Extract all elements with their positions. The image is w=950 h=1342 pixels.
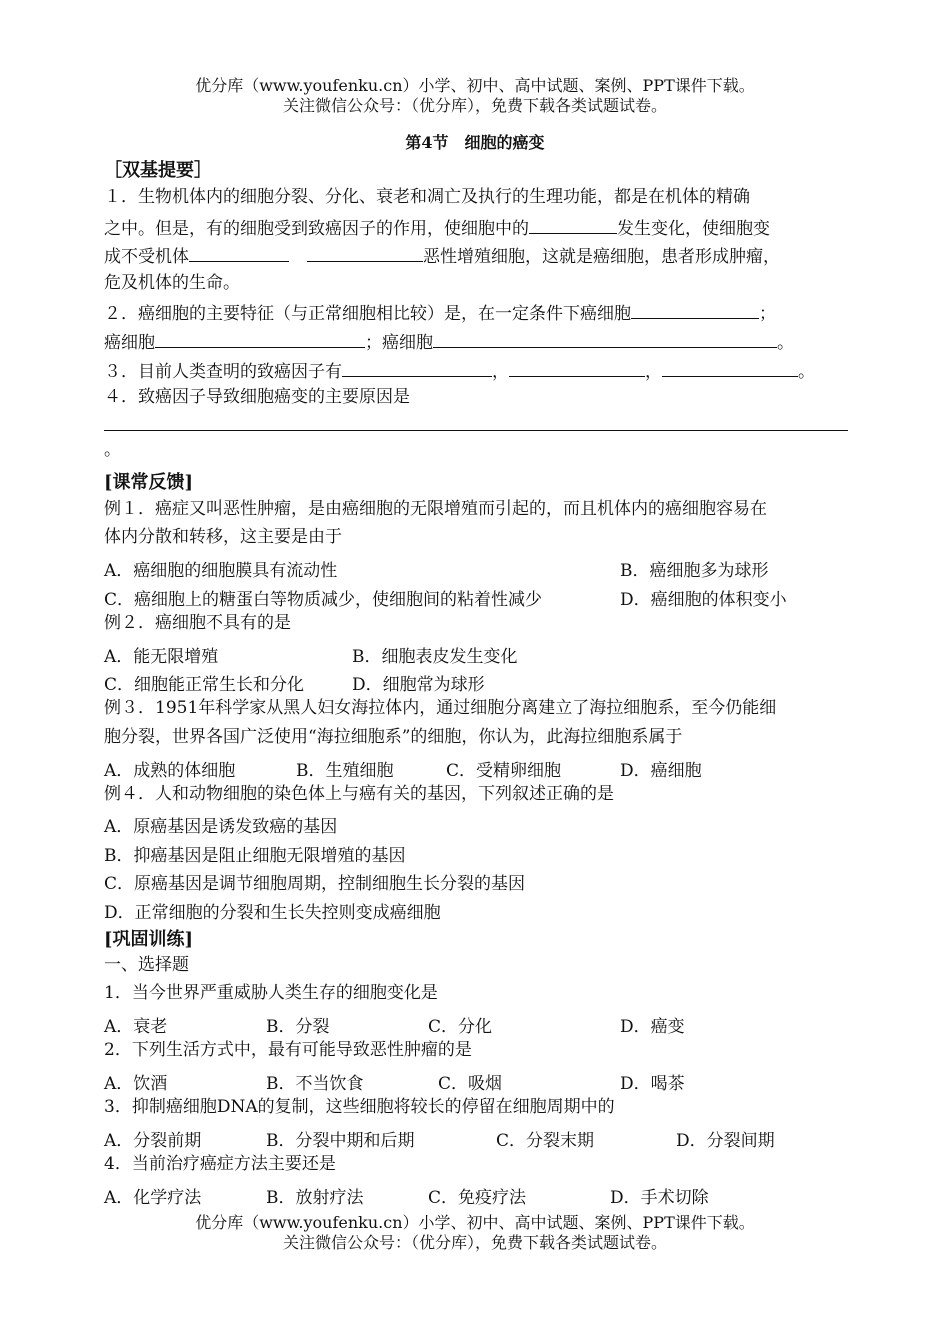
practice-q2-option-d: D．喝茶 — [620, 1074, 685, 1094]
practice-q3-option-c: C．分裂末期 — [496, 1131, 595, 1151]
basics-q2-line-b — [104, 330, 849, 353]
practice-q3-option-d: D．分裂间期 — [676, 1131, 775, 1151]
answer-blank[interactable] — [433, 330, 777, 348]
practice-q3-option-a: A．分裂前期 — [104, 1131, 202, 1151]
example-4-option-b: B．抑癌基因是阻止细胞无限增殖的基因 — [104, 846, 406, 866]
answer-blank[interactable] — [509, 359, 645, 377]
example-1-line-a: 例１．癌症又叫恶性肿瘤，是由癌细胞的无限增殖而引起的，而且机体内的癌细胞容易在 — [104, 499, 767, 519]
basics-q1-line-c — [104, 244, 849, 267]
practice-q3-option-b: B．分裂中期和后期 — [266, 1131, 415, 1151]
practice-q4-option-d: D．手术切除 — [610, 1188, 709, 1208]
example-2-option-b: B．细胞表皮发生变化 — [352, 647, 518, 667]
answer-blank[interactable] — [662, 359, 798, 377]
practice-q1-option-a: A．衰老 — [104, 1017, 168, 1037]
practice-q1-option-d: D．癌变 — [620, 1017, 685, 1037]
q2-text-a2: ； — [759, 304, 776, 324]
practice-q2-option-c: C．吸烟 — [438, 1074, 503, 1094]
basics-q4-end: 。 — [104, 440, 121, 460]
example-1-line-b: 体内分散和转移，这主要是由于 — [104, 527, 342, 547]
practice-q1-option-c: C．分化 — [428, 1017, 493, 1037]
example-1-option-c: C．癌细胞上的糖蛋白等物质减少，使细胞间的粘着性减少 — [104, 590, 543, 610]
section-basics-heading: ［双基提要］ — [104, 160, 212, 181]
example-4-option-c: C．原癌基因是调节细胞周期，控制细胞生长分裂的基因 — [104, 874, 526, 894]
example-3-option-a: A．成熟的体细胞 — [104, 761, 236, 781]
answer-blank[interactable] — [307, 244, 423, 262]
practice-q1: 1．当今世界严重威胁人类生存的细胞变化是 — [104, 983, 438, 1003]
page-title: 第4节 细胞的癌变 — [405, 133, 545, 152]
practice-q2: 2．下列生活方式中，最有可能导致恶性肿瘤的是 — [104, 1040, 472, 1060]
answer-blank[interactable] — [155, 330, 365, 348]
footer-line-1: 优分库（www.youfenku.cn）小学、初中、高中试题、案例、PPT课件下载。 — [195, 1213, 755, 1232]
practice-q4-option-c: C．免疫疗法 — [428, 1188, 527, 1208]
q2-text-b3: 。 — [777, 333, 794, 353]
basics-q2-line-a — [104, 301, 849, 324]
section-feedback-heading: [课常反馈] — [104, 472, 194, 493]
example-3-option-c: C．受精卵细胞 — [446, 761, 562, 781]
answer-blank[interactable] — [342, 359, 492, 377]
example-3-option-d: D．癌细胞 — [620, 761, 702, 781]
basics-q1-line-d: 危及机体的生命。 — [104, 273, 240, 293]
example-2-option-d: D．细胞常为球形 — [352, 675, 485, 695]
example-2-option-a: A．能无限增殖 — [104, 647, 219, 667]
basics-q1-line-a: １．生物机体内的细胞分裂、分化、衰老和凋亡及执行的生理功能，都是在机体的精确 — [104, 187, 750, 207]
example-1-option-a: A．癌细胞的细胞膜具有流动性 — [104, 561, 338, 581]
answer-blank[interactable] — [631, 301, 759, 319]
example-2-option-c: C．细胞能正常生长和分化 — [104, 675, 305, 695]
q3-text: ３．目前人类查明的致癌因子有 — [104, 362, 342, 382]
section-practice-heading: [巩固训练] — [104, 929, 194, 950]
q1-text-b2: 发生变化，使细胞变 — [617, 219, 770, 239]
footer-line-2: 关注微信公众号：（优分库），免费下载各类试题试卷。 — [282, 1233, 667, 1252]
example-1-option-d: D．癌细胞的体积变小 — [620, 590, 787, 610]
example-3-option-b: B．生殖细胞 — [296, 761, 394, 781]
example-4: 例４．人和动物细胞的染色体上与癌有关的基因，下列叙述正确的是 — [104, 784, 614, 804]
example-3-line-a: 例３．1951年科学家从黑人妇女海拉体内，通过细胞分离建立了海拉细胞系，至今仍能细 — [104, 698, 777, 718]
header-line-1: 优分库（www.youfenku.cn）小学、初中、高中试题、案例、PPT课件下载。 — [195, 76, 755, 95]
practice-q2-option-b: B．不当饮食 — [266, 1074, 364, 1094]
practice-q4-option-a: A．化学疗法 — [104, 1188, 202, 1208]
practice-q2-option-a: A．饮酒 — [104, 1074, 168, 1094]
answer-blank[interactable] — [529, 216, 617, 234]
header-line-2: 关注微信公众号：（优分库），免费下载各类试题试卷。 — [282, 96, 667, 115]
q2-text-b2: ；癌细胞 — [365, 333, 433, 353]
q2-text-a1: ２．癌细胞的主要特征（与正常细胞相比较）是，在一定条件下癌细胞 — [104, 304, 631, 324]
example-4-option-d: D．正常细胞的分裂和生长失控则变成癌细胞 — [104, 903, 441, 923]
practice-q3: 3．抑制癌细胞DNA的复制，这些细胞将较长的停留在细胞周期中的 — [104, 1097, 615, 1117]
basics-q3: ３．目前人类查明的致癌因子有 ， ， 。 — [104, 359, 849, 382]
example-3-line-b: 胞分裂，世界各国广泛使用“海拉细胞系”的细胞，你认为，此海拉细胞系属于 — [104, 727, 683, 747]
practice-q4-option-b: B．放射疗法 — [266, 1188, 364, 1208]
example-4-option-a: A．原癌基因是诱发致癌的基因 — [104, 817, 338, 837]
answer-rule[interactable] — [104, 430, 848, 431]
q1-text-c2: 恶性增殖细胞，这就是癌细胞，患者形成肿瘤， — [423, 247, 780, 267]
practice-q4: 4．当前治疗癌症方法主要还是 — [104, 1154, 336, 1174]
practice-subheading: 一、选择题 — [104, 955, 189, 975]
basics-q4: ４．致癌因子导致细胞癌变的主要原因是 — [104, 387, 410, 407]
answer-blank[interactable] — [189, 244, 289, 262]
q2-text-b1: 癌细胞 — [104, 333, 155, 353]
example-1-option-b: B．癌细胞多为球形 — [620, 561, 769, 581]
practice-q1-option-b: B．分裂 — [266, 1017, 330, 1037]
q1-text-b1: 之中。但是，有的细胞受到致癌因子的作用，使细胞中的 — [104, 219, 529, 239]
example-2: 例２．癌细胞不具有的是 — [104, 613, 291, 633]
q1-text-c1: 成不受机体 — [104, 247, 189, 267]
basics-q1-line-b — [104, 216, 849, 239]
